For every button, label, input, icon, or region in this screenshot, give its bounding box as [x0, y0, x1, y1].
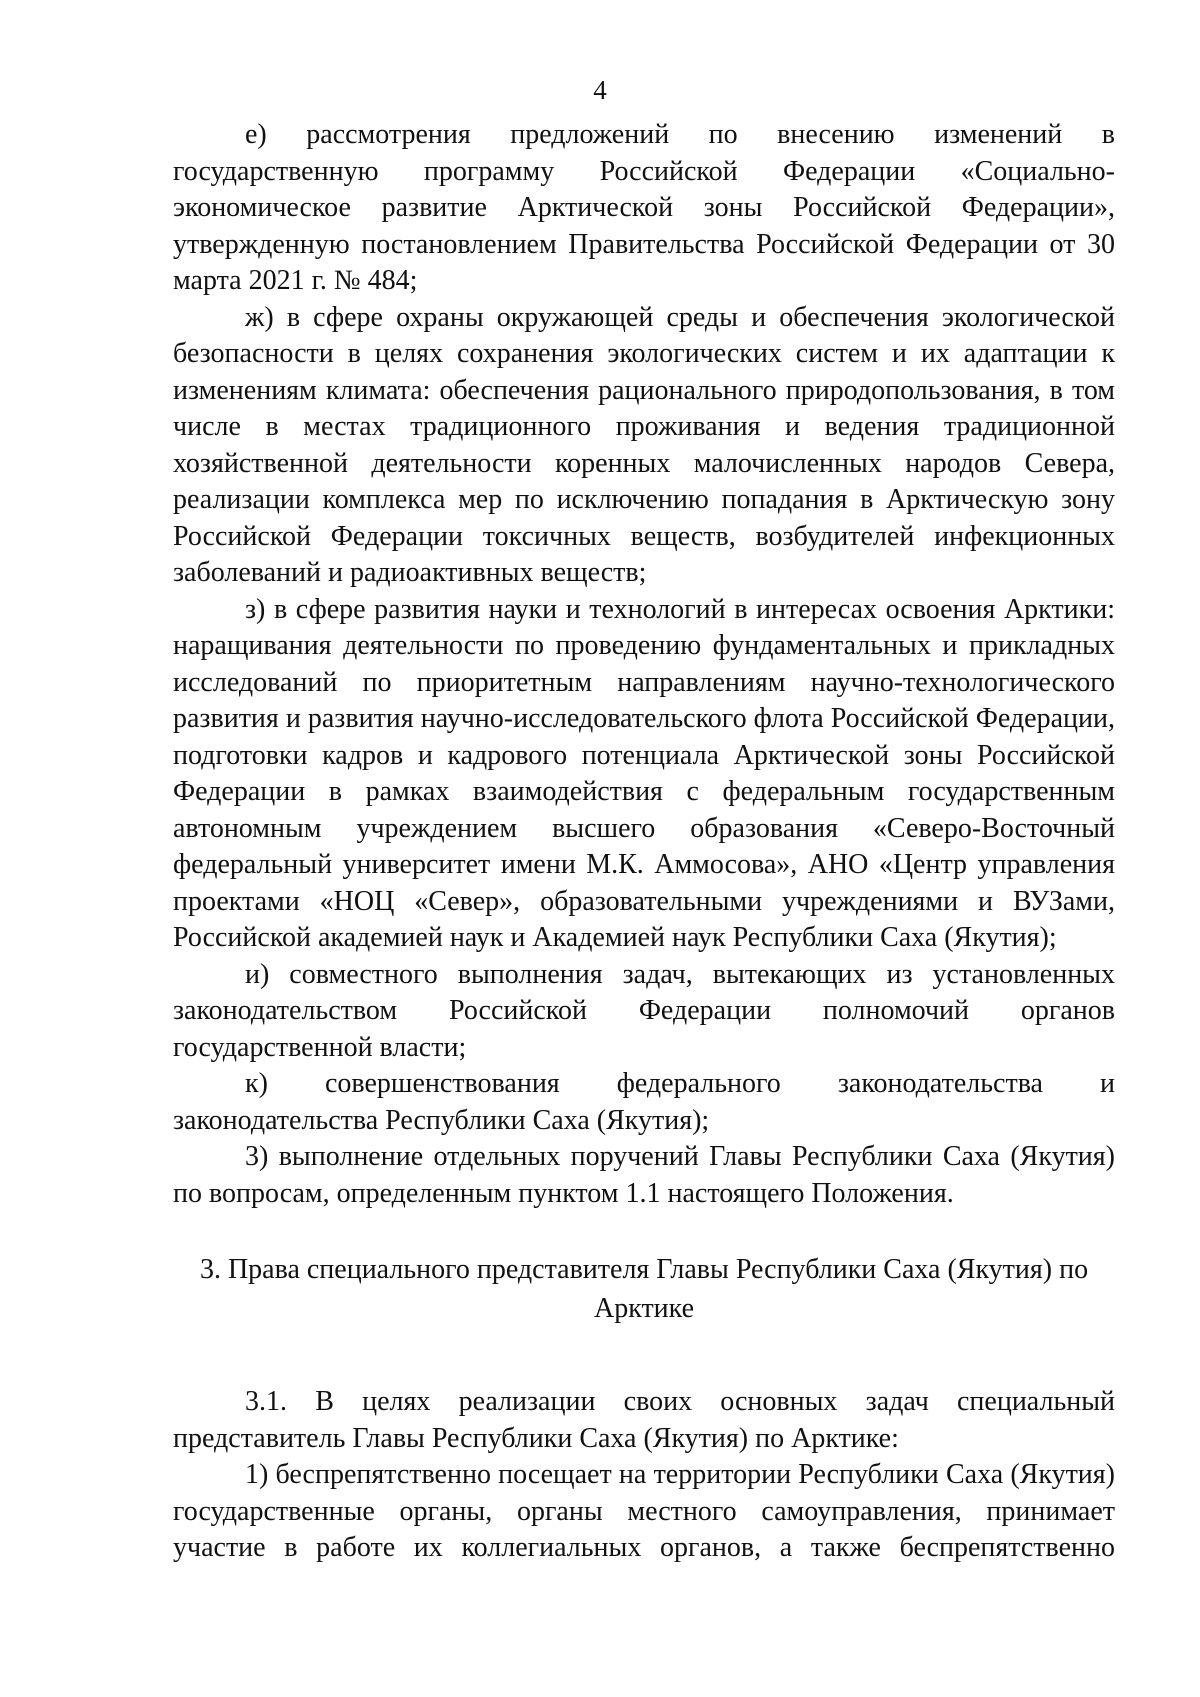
- paragraph-i: и) совместного выполнения задач, вытекающих из установленных законодательством Российской Федерации полномочий органов государственной власти;: [173, 958, 1115, 1063]
- paragraph-3-1: 3.1. В целях реализации своих основных задач специальный представитель Главы Республики Саха (Якутия) по Арктике:: [173, 1386, 1115, 1454]
- page-number: 4: [593, 75, 607, 105]
- paragraph-k: к) совершенствования федерального законодательства и законодательства Республики Саха (Якутия);: [173, 1068, 1115, 1136]
- section-heading: 3. Права специального представителя Главы Республики Саха (Якутия) по Арктике: [199, 1254, 1089, 1324]
- paragraph-3-1-item-1: 1) беспрепятственно посещает на территории Республики Саха (Якутия) государственные органы, органы местного самоуправления, принимает участие в работе их коллегиальных органов, а также беспрепятственно: [173, 1459, 1115, 1563]
- paragraph-z: з) в сфере развития науки и технологий в интересах освоения Арктики: наращивания деятельности по проведению фундаментальных и прикладных исследований по приоритетным направлениям научно-технологического развития и развития научно-исследовательского флота Российской Федерации, подготовки кадров и кадрового потенциала Арктической зоны Российской Федерации в рамках взаимодействия с федеральным государственным автономным учреждением высшего образования «Северо-Восточный федеральный университет имени М.К. Аммосова», АНО «Центр управления проектами «НОЦ «Север», образовательными учреждениями и ВУЗами, Российской академией наук и Академией наук Республики Саха (Якутия);: [173, 593, 1115, 953]
- paragraph-item-3: 3) выполнение отдельных поручений Главы Республики Саха (Якутия) по вопросам, определенным пунктом 1.1 настоящего Положения.: [173, 1141, 1115, 1209]
- document-body: [173, 117, 1115, 1567]
- paragraph-e: е) рассмотрения предложений по внесению изменений в государственную программу Российской Федерации «Социально-экономическое развитие Арктической зоны Российской Федерации», утвержденную постановлением Правительства Российской Федерации от 30 марта 2021 г. № 484;: [173, 119, 1115, 296]
- paragraph-zh: ж) в сфере охраны окружающей среды и обеспечения экологической безопасности в целях сохранения экологических систем и их адаптации к изменениям климата: обеспечения рационального природопользования, в том числе в местах традиционного проживания и ведения традиционной хозяйственной деятельности коренных малочисленных народов Севера, реализации комплекса мер по исключению попадания в Арктическую зону Российской Федерации токсичных веществ, возбудителей инфекционных заболеваний и радиоактивных веществ;: [173, 301, 1115, 588]
